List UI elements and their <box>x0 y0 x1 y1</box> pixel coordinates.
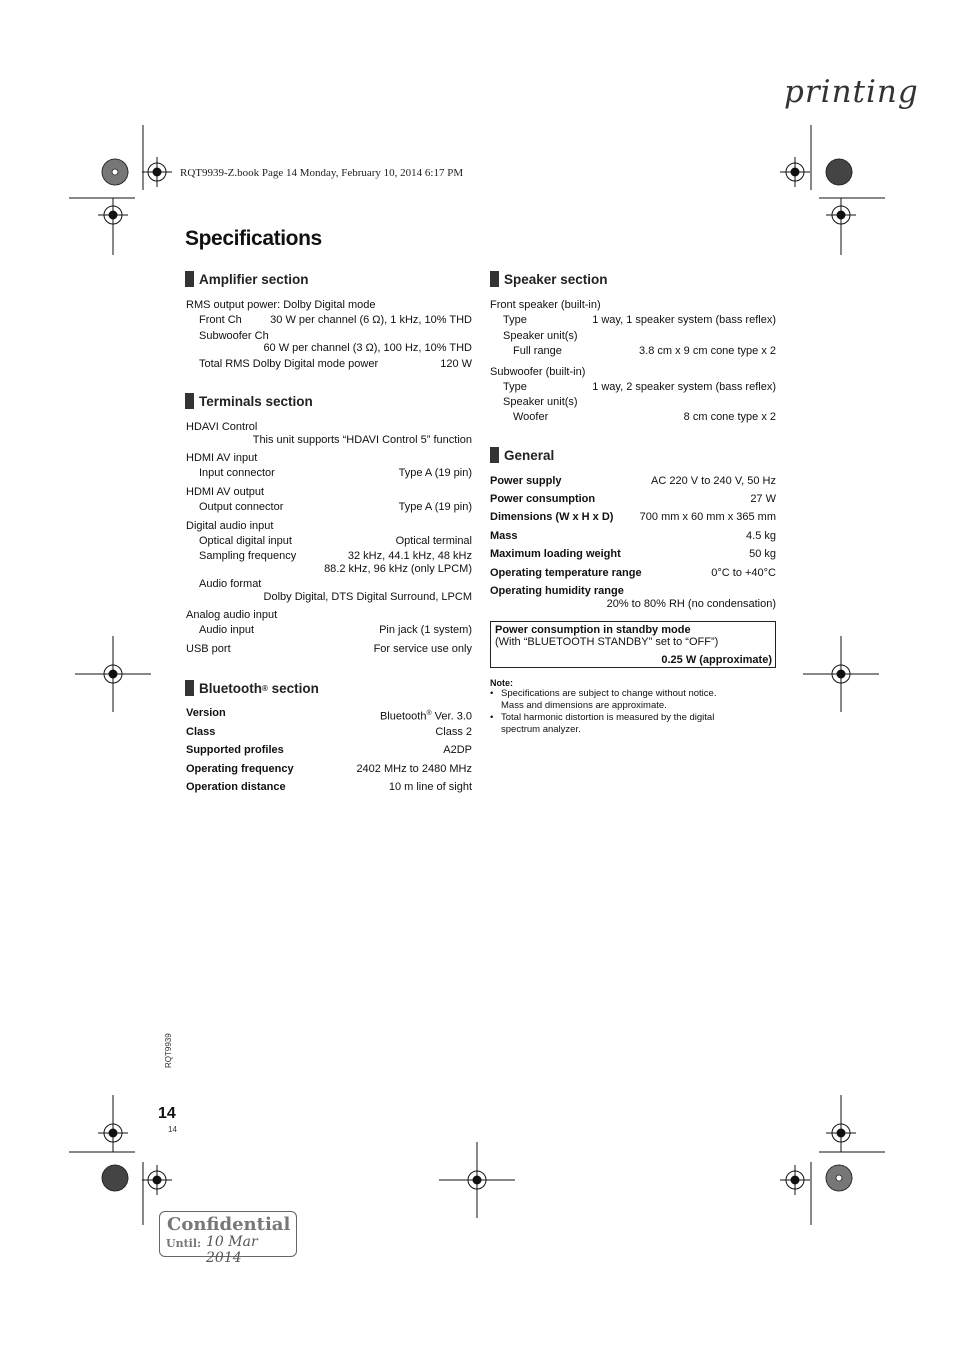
spec-value: 88.2 kHz, 96 kHz (only LPCM) <box>324 563 472 575</box>
registration-mark-icon <box>826 1118 856 1148</box>
spec-value: 700 mm x 60 mm x 365 mm <box>639 511 776 523</box>
spec-value: Optical terminal <box>395 535 472 547</box>
spec-label: Digital audio input <box>186 520 274 532</box>
spec-value: 120 W <box>440 358 472 370</box>
spec-value: Dolby Digital, DTS Digital Surround, LPCM <box>263 591 472 603</box>
spec-value: 32 kHz, 44.1 kHz, 48 kHz <box>347 550 472 562</box>
section-bar-icon <box>185 680 194 696</box>
spec-label: Maximum loading weight <box>490 548 621 560</box>
page-number: 14 <box>158 1105 176 1122</box>
spec-value: Type A (19 pin) <box>398 467 472 479</box>
spec-label: Type <box>503 381 527 393</box>
spec-label: Audio format <box>199 578 262 590</box>
spec-label: Type <box>503 314 527 326</box>
book-info-line: RQT9939-Z.book Page 14 Monday, February 10, 2014 6:17 PM <box>180 167 464 179</box>
registration-mark-icon <box>780 1165 810 1195</box>
spec-value: 10 m line of sight <box>388 781 472 793</box>
spec-label: Dimensions (W x H x D) <box>490 511 614 523</box>
model-number-vertical: RQT9939 <box>164 1033 173 1068</box>
spec-label: HDMI AV input <box>186 452 258 464</box>
spec-label: HDMI AV output <box>186 486 265 498</box>
spec-label: RMS output power: Dolby Digital mode <box>186 299 376 311</box>
note-text: Mass and dimensions are approximate. <box>501 700 667 711</box>
spec-label: Power supply <box>490 475 562 487</box>
spec-value: 1 way, 1 speaker system (bass reflex) <box>592 314 776 326</box>
spec-value: 0°C to +40°C <box>711 567 776 579</box>
spec-label: Subwoofer (built-in) <box>490 366 586 378</box>
bullet-icon: • <box>490 688 494 699</box>
printing-stamp: printing <box>784 74 919 110</box>
section-bar-icon <box>490 447 499 463</box>
registration-mark-icon <box>142 157 172 187</box>
terminals-heading: Terminals section <box>185 393 313 409</box>
page-title: Specifications <box>185 227 322 250</box>
sunburst-target-icon <box>826 1165 852 1191</box>
spec-label: Operating temperature range <box>490 567 642 579</box>
note-text: spectrum analyzer. <box>501 724 581 735</box>
spec-label: Optical digital input <box>199 535 292 547</box>
spec-label: Analog audio input <box>186 609 278 621</box>
spec-label: Operating frequency <box>186 763 294 775</box>
sunburst-target-icon <box>826 159 852 185</box>
spec-value: 20% to 80% RH (no condensation) <box>606 598 776 610</box>
page-number-small: 14 <box>168 1125 177 1134</box>
spec-label: Output connector <box>199 501 284 513</box>
spec-label: Mass <box>490 530 518 542</box>
spec-label: Audio input <box>199 624 255 636</box>
spec-label: Class <box>186 726 216 738</box>
section-bar-icon <box>185 271 194 287</box>
spec-value: 60 W per channel (3 Ω), 100 Hz, 10% THD <box>263 342 472 354</box>
spec-value: 30 W per channel (6 Ω), 1 kHz, 10% THD <box>270 314 472 326</box>
sunburst-target-icon <box>102 159 128 185</box>
spec-value: 8 cm cone type x 2 <box>683 411 776 423</box>
spec-value: For service use only <box>373 643 472 655</box>
section-bar-icon <box>490 271 499 287</box>
standby-power-box: Power consumption in standby mode (With “BLUETOOTH STANDBY” set to “OFF”) 0.25 W (approximate) <box>490 621 776 668</box>
spec-label: Sampling frequency <box>199 550 297 562</box>
registration-mark-icon <box>142 1165 172 1195</box>
spec-label: Front Ch <box>199 314 242 326</box>
spec-value: This unit supports “HDAVI Control 5” function <box>252 434 472 446</box>
sunburst-target-icon <box>102 1165 128 1191</box>
spec-label: Power consumption <box>490 493 596 505</box>
spec-label: Subwoofer Ch <box>199 330 269 342</box>
spec-label: Operation distance <box>186 781 286 793</box>
spec-label: Version <box>186 707 226 719</box>
spec-value: 27 W <box>750 493 776 505</box>
spec-label: Operating humidity range <box>490 585 624 597</box>
note-label: Note: <box>490 678 513 688</box>
bullet-icon: • <box>490 712 494 723</box>
spec-value: AC 220 V to 240 V, 50 Hz <box>651 475 776 487</box>
note-text: Specifications are subject to change without notice. <box>501 688 717 699</box>
registration-mark-icon <box>780 157 810 187</box>
spec-label: Total RMS Dolby Digital mode power <box>199 358 379 370</box>
spec-label: USB port <box>186 643 231 655</box>
spec-label: Supported profiles <box>186 744 284 756</box>
registration-mark-icon <box>826 200 856 230</box>
note-text: Total harmonic distortion is measured by the digital <box>501 712 715 723</box>
spec-label: Input connector <box>199 467 275 479</box>
spec-label: Speaker unit(s) <box>503 330 578 342</box>
bluetooth-heading: Bluetooth ® section <box>185 680 319 696</box>
spec-label: Full range <box>513 345 562 357</box>
confidential-stamp: Confidential Until: 10 Mar 2014 <box>159 1211 297 1257</box>
spec-label: Woofer <box>513 411 549 423</box>
spec-value: 3.8 cm x 9 cm cone type x 2 <box>639 345 776 357</box>
spec-value: 1 way, 2 speaker system (bass reflex) <box>592 381 776 393</box>
spec-label: Speaker unit(s) <box>503 396 578 408</box>
speaker-heading: Speaker section <box>490 271 608 287</box>
registration-mark-icon <box>98 1118 128 1148</box>
spec-label: Front speaker (built-in) <box>490 299 601 311</box>
registration-mark-icon <box>98 200 128 230</box>
spec-label: HDAVI Control <box>186 421 258 433</box>
spec-value: A2DP <box>443 744 472 756</box>
spec-value: 2402 MHz to 2480 MHz <box>356 763 472 775</box>
spec-value: Pin jack (1 system) <box>379 624 472 636</box>
section-bar-icon <box>185 393 194 409</box>
spec-value: 4.5 kg <box>746 530 776 542</box>
spec-value: Bluetooth® Ver. 3.0 <box>379 710 472 723</box>
spec-value: Class 2 <box>435 726 472 738</box>
amplifier-heading: Amplifier section <box>185 271 309 287</box>
general-heading: General <box>490 447 554 463</box>
spec-value: 50 kg <box>749 548 776 560</box>
spec-value: Type A (19 pin) <box>398 501 472 513</box>
